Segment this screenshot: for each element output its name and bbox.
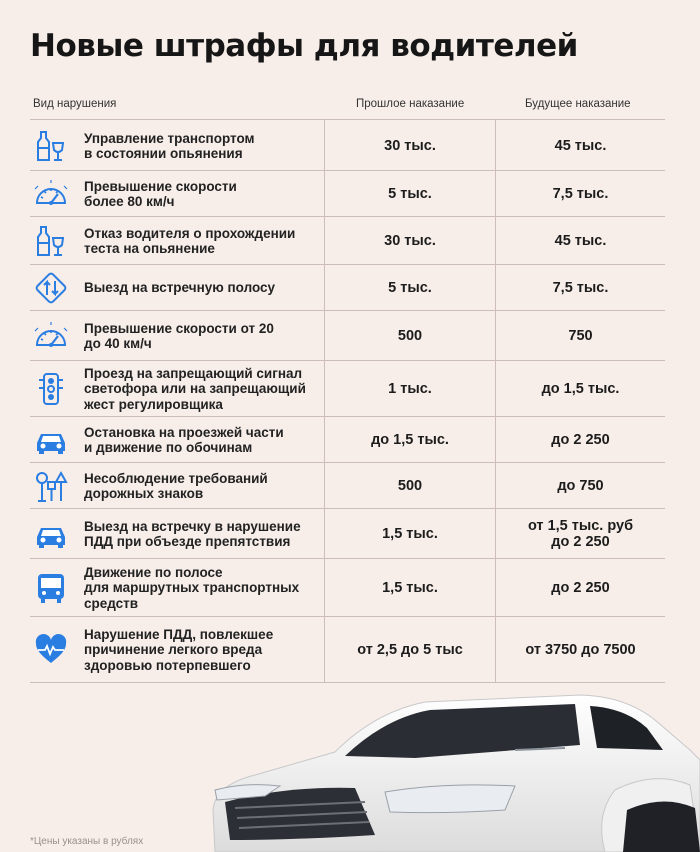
violation-line: здоровью потерпевшего — [84, 657, 251, 673]
violation-line: Превышение скорости от 20 — [84, 320, 274, 336]
column-header-previous: Прошлое наказание — [356, 98, 465, 110]
previous-penalty: 1 тыс. — [388, 381, 432, 397]
violation-text — [84, 179, 322, 210]
violation-line: Проезд на запрещающий сигнал — [84, 365, 303, 381]
footnote: *Цены указаны в рублях — [30, 836, 144, 847]
violation-line: Нарушение ПДД, повлекшее — [84, 626, 274, 642]
violation-line: Превышение скорости — [84, 178, 237, 194]
heart-pulse-icon — [34, 633, 68, 667]
violation-line: Несоблюдение требований — [84, 470, 268, 486]
previous-penalty: 500 — [397, 478, 423, 494]
future-penalty-line: до 1,5 тыс. — [541, 381, 620, 397]
violation-text — [84, 131, 322, 162]
violation-text — [84, 425, 322, 456]
violation-line: до 40 км/ч — [84, 336, 152, 351]
violation-text — [84, 627, 322, 674]
future-penalty — [496, 580, 665, 596]
violation-text — [84, 366, 322, 413]
bottle-glass-icon — [34, 129, 68, 163]
future-penalty — [496, 186, 665, 202]
fines-table — [30, 119, 665, 683]
future-penalty — [496, 642, 665, 658]
future-penalty-line: 45 тыс. — [554, 138, 607, 154]
car-icon — [34, 423, 68, 457]
table-row — [30, 217, 665, 265]
future-penalty — [496, 233, 665, 249]
page-title: Новые штрафы для водителей — [30, 28, 578, 64]
car-icon — [34, 517, 68, 551]
violation-line: теста на опьянение — [84, 241, 215, 256]
previous-penalty: 30 тыс. — [384, 233, 436, 249]
future-penalty — [496, 432, 665, 448]
table-row — [30, 265, 665, 311]
future-penalty-line: от 3750 до 7500 — [525, 642, 636, 658]
previous-penalty: 1,5 тыс. — [382, 580, 438, 596]
future-penalty-line: до 2 250 — [551, 534, 610, 550]
previous-penalty: 1,5 тыс. — [382, 526, 438, 542]
violation-line: ПДД при объезде препятствия — [84, 534, 291, 549]
violation-text — [84, 519, 322, 550]
previous-penalty: 5 тыс. — [388, 186, 432, 202]
table-row — [30, 361, 665, 417]
violation-line: Выезд на встречку в нарушение — [84, 518, 301, 534]
oncoming-lane-icon — [34, 271, 68, 305]
violation-line: Остановка на проезжей части — [84, 424, 284, 440]
violation-line: средств — [84, 595, 139, 611]
violation-text — [84, 280, 322, 296]
table-row — [30, 311, 665, 361]
future-penalty-line: 7,5 тыс. — [552, 280, 609, 296]
previous-penalty: от 2,5 до 5 тыс — [357, 642, 463, 658]
table-row — [30, 417, 665, 463]
violation-line: Выезд на встречную полосу — [84, 280, 276, 296]
violation-line: жест регулировщика — [84, 396, 223, 412]
future-penalty-line: до 750 — [557, 478, 604, 494]
table-row — [30, 463, 665, 509]
column-header-violation: Вид нарушения — [33, 98, 117, 110]
violation-line: Отказ водителя о прохождении — [84, 225, 296, 241]
violation-text — [84, 321, 322, 352]
table-row — [30, 559, 665, 617]
future-penalty — [496, 381, 665, 397]
table-row — [30, 617, 665, 683]
violation-line: в состоянии опьянения — [84, 146, 243, 161]
future-penalty — [496, 280, 665, 296]
traffic-light-icon — [34, 372, 68, 406]
speedometer-icon — [34, 177, 68, 211]
speedometer-icon — [34, 319, 68, 353]
future-penalty-line: 45 тыс. — [554, 233, 607, 249]
future-penalty — [496, 518, 665, 550]
car-image — [185, 690, 700, 852]
future-penalty-line: 7,5 тыс. — [552, 186, 609, 202]
previous-penalty: 30 тыс. — [384, 138, 436, 154]
violation-line: более 80 км/ч — [84, 194, 175, 209]
violation-line: Движение по полосе — [84, 564, 223, 580]
column-header-future: Будущее наказание — [525, 98, 631, 110]
violation-line: светофора или на запрещающий — [84, 381, 306, 397]
road-signs-icon — [34, 469, 68, 503]
violation-text — [84, 565, 322, 612]
table-row — [30, 171, 665, 217]
future-penalty — [496, 328, 665, 344]
violation-line: Управление транспортом — [84, 130, 255, 146]
future-penalty-line: до 2 250 — [551, 580, 610, 596]
violation-text — [84, 226, 322, 257]
table-row — [30, 509, 665, 559]
violation-line: и движение по обочинам — [84, 440, 253, 455]
violation-line: причинение легкого вреда — [84, 642, 263, 658]
bottle-glass-icon — [34, 224, 68, 258]
previous-penalty: до 1,5 тыс. — [371, 432, 449, 448]
previous-penalty: 500 — [397, 328, 423, 344]
future-penalty-line: 750 — [568, 328, 593, 344]
violation-line: дорожных знаков — [84, 486, 204, 501]
future-penalty-line: от 1,5 тыс. руб — [527, 518, 634, 534]
future-penalty-line: до 2 250 — [551, 432, 610, 448]
violation-line: для маршрутных транспортных — [84, 580, 300, 596]
future-penalty — [496, 138, 665, 154]
previous-penalty: 5 тыс. — [388, 280, 432, 296]
bus-icon — [34, 571, 68, 605]
violation-text — [84, 471, 322, 502]
future-penalty — [496, 478, 665, 494]
table-row — [30, 119, 665, 171]
